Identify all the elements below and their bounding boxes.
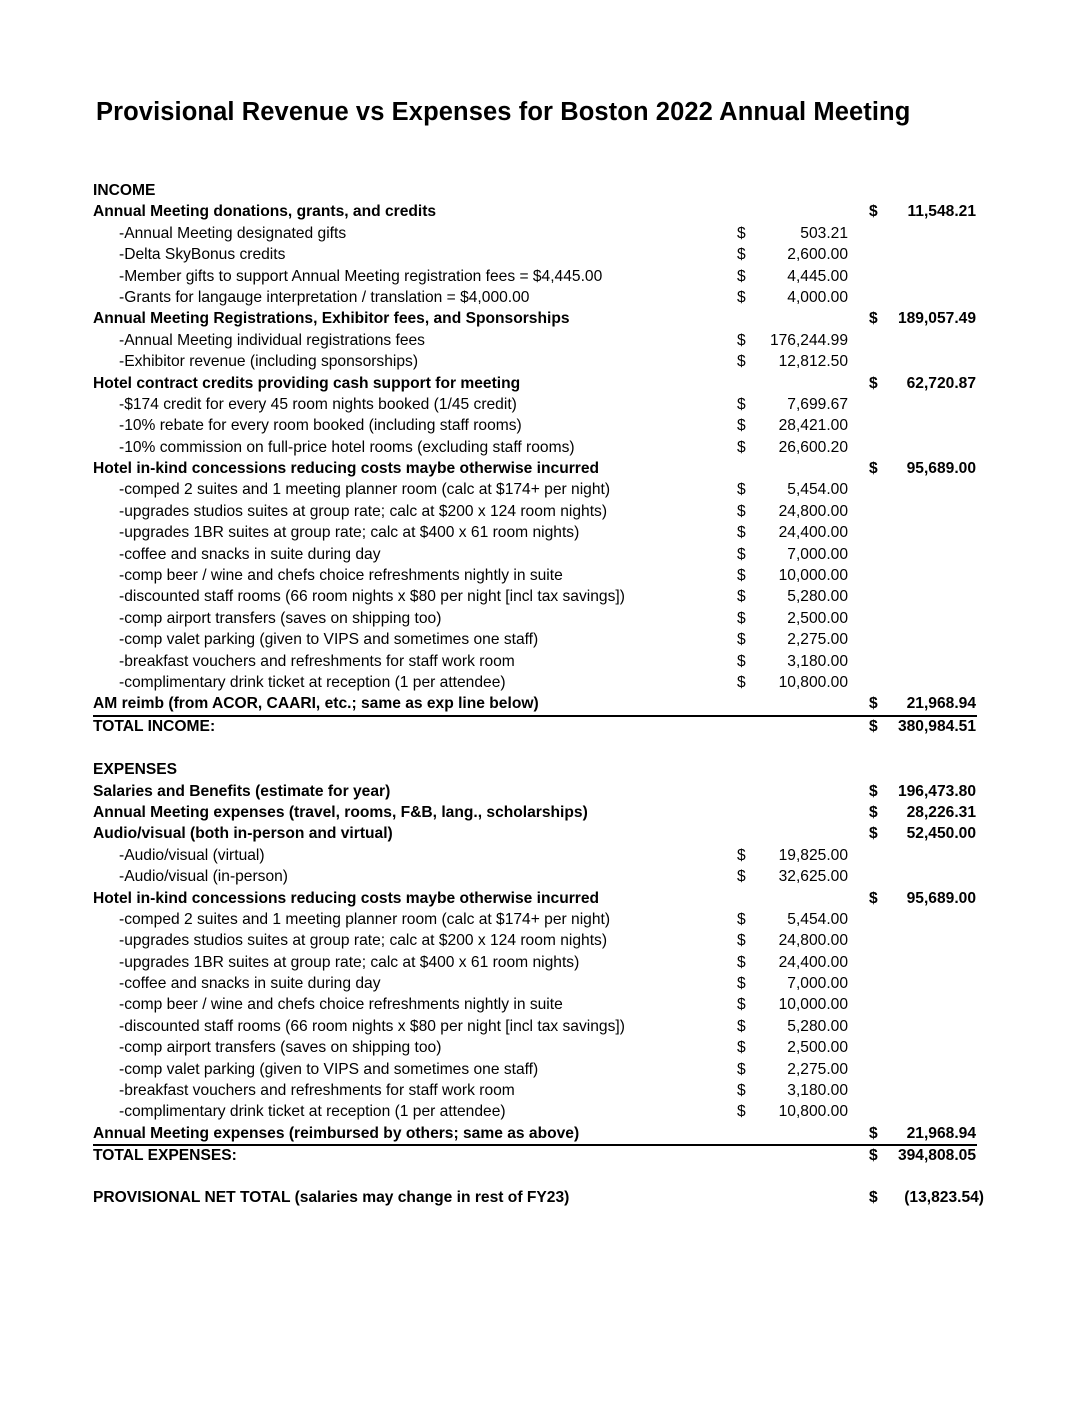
net-total-row: PROVISIONAL NET TOTAL (salaries may change in rest of FY23) $ (13,823.54): [93, 1188, 984, 1206]
line-item: -Audio/visual (in-person) $ 32,625.00: [119, 868, 848, 886]
section-row: Annual Meeting expenses (reimbursed by others; same as above) $ 21,968.94: [93, 1123, 993, 1144]
line-item: -discounted staff rooms (66 room nights x $80 per night [incl tax savings]) $ 5,280.00: [119, 588, 848, 606]
section-row: Hotel in-kind concessions reducing costs maybe otherwise incurred $ 95,689.00: [93, 460, 976, 478]
section-row: Audio/visual (both in-person and virtual) $ 52,450.00: [93, 825, 976, 843]
section-row: AM reimb (from ACOR, CAARI, etc.; same as exp line below) $ 21,968.94: [93, 693, 993, 714]
line-item: -comp airport transfers (saves on shipping too) $ 2,500.00: [119, 609, 848, 627]
line-item: -Member gifts to support Annual Meeting registration fees = $4,445.00 $ 4,445.00: [119, 267, 848, 285]
line-item: -$174 credit for every 45 room nights booked (1/45 credit) $ 7,699.67: [119, 395, 848, 413]
line-item: -discounted staff rooms (66 room nights x $80 per night [incl tax savings]) $ 5,280.00: [119, 1017, 848, 1035]
line-item: -comp valet parking (given to VIPS and sometimes one staff) $ 2,275.00: [119, 631, 848, 649]
line-item: -comped 2 suites and 1 meeting planner room (calc at $174+ per night) $ 5,454.00: [119, 481, 848, 499]
line-item: -complimentary drink ticket at reception (1 per attendee) $ 10,800.00: [119, 1103, 848, 1121]
section-row: Annual Meeting expenses (travel, rooms, F&B, lang., scholarships) $ 28,226.31: [93, 803, 976, 821]
section-row: Hotel in-kind concessions reducing costs maybe otherwise incurred $ 95,689.00: [93, 889, 976, 907]
line-item: -breakfast vouchers and refreshments for staff work room $ 3,180.00: [119, 1082, 848, 1100]
line-item: -Delta SkyBonus credits $ 2,600.00: [119, 246, 848, 264]
line-item: -coffee and snacks in suite during day $ 7,000.00: [119, 975, 848, 993]
income-heading: INCOME: [93, 182, 156, 199]
total-income-row: TOTAL INCOME: $ 380,984.51: [93, 717, 976, 735]
line-item: -upgrades 1BR suites at group rate; calc at $400 x 61 room nights) $ 24,400.00: [119, 524, 848, 542]
section-row: Salaries and Benefits (estimate for year) $ 196,473.80: [93, 782, 976, 800]
section-row: Hotel contract credits providing cash support for meeting $ 62,720.87: [93, 374, 976, 392]
total-expenses-row: TOTAL EXPENSES: $ 394,808.05: [93, 1147, 976, 1165]
line-item: -upgrades studios suites at group rate; calc at $200 x 124 room nights) $ 24,800.00: [119, 502, 848, 520]
line-item: -upgrades studios suites at group rate; calc at $200 x 124 room nights) $ 24,800.00: [119, 932, 848, 950]
line-item: -Exhibitor revenue (including sponsorships) $ 12,812.50: [119, 353, 848, 371]
line-item: -Annual Meeting designated gifts $ 503.21: [119, 224, 848, 242]
line-item: -comp beer / wine and chefs choice refreshments nightly in suite $ 10,000.00: [119, 996, 848, 1014]
line-item: -comp airport transfers (saves on shipping too) $ 2,500.00: [119, 1039, 848, 1057]
page-title: Provisional Revenue vs Expenses for Boston 2022 Annual Meeting: [96, 98, 911, 126]
line-item: -Grants for langauge interpretation / translation = $4,000.00 $ 4,000.00: [119, 288, 848, 306]
line-item: -10% commission on full-price hotel rooms (excluding staff rooms) $ 26,600.20: [119, 438, 848, 456]
line-item: -coffee and snacks in suite during day $ 7,000.00: [119, 545, 848, 563]
line-item: -Audio/visual (virtual) $ 19,825.00: [119, 846, 848, 864]
line-item: -comp valet parking (given to VIPS and sometimes one staff) $ 2,275.00: [119, 1060, 848, 1078]
line-item: -complimentary drink ticket at reception (1 per attendee) $ 10,800.00: [119, 673, 848, 691]
section-row: Annual Meeting Registrations, Exhibitor fees, and Sponsorships $ 189,057.49: [93, 310, 976, 328]
expenses-heading: EXPENSES: [93, 761, 178, 779]
spacer: [93, 737, 993, 759]
line-item: -Annual Meeting individual registrations fees $ 176,244.99: [119, 331, 848, 349]
budget-sheet: [93, 180, 993, 1208]
line-item: -comp beer / wine and chefs choice refreshments nightly in suite $ 10,000.00: [119, 567, 848, 585]
line-item: -10% rebate for every room booked (including staff rooms) $ 28,421.00: [119, 417, 848, 435]
spacer: [93, 1167, 993, 1187]
line-item: -comped 2 suites and 1 meeting planner room (calc at $174+ per night) $ 5,454.00: [119, 910, 848, 928]
line-item: -breakfast vouchers and refreshments for staff work room $ 3,180.00: [119, 652, 848, 670]
section-row: Annual Meeting donations, grants, and credits $ 11,548.21: [93, 203, 976, 221]
line-item: -upgrades 1BR suites at group rate; calc at $400 x 61 room nights) $ 24,400.00: [119, 953, 848, 971]
